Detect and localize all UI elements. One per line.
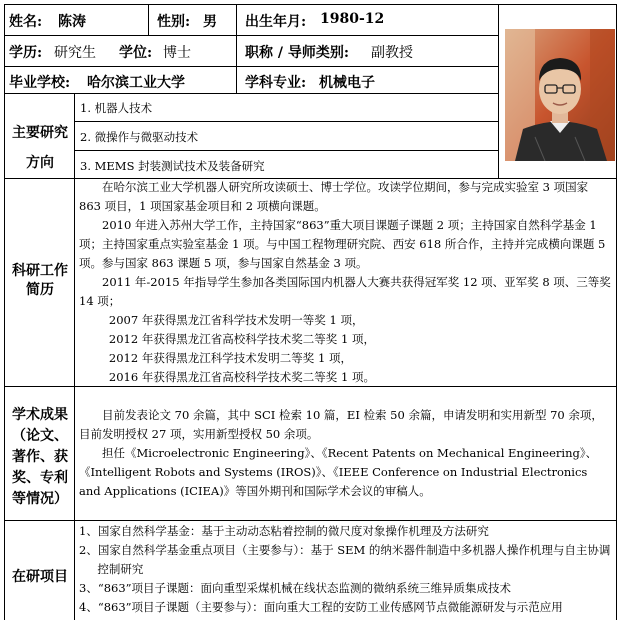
title-value: 副教授 [371,45,413,61]
projects-content [79,522,612,617]
col-divider [74,93,75,620]
work-history-paragraph: 2007 年获得黑龙江省科学技术发明一等奖 1 项， [108,313,364,327]
birth-value: 1980-12 [320,11,385,27]
work-history-paragraph: 2011 年-2015 年指导学生参加各类国际国内机器人大赛共获得冠军奖 12 项、亚军奖 8 项、三等奖 14 项； [79,275,611,308]
row-divider [4,66,498,67]
project-item: 3、“863”项目子课题：面向重型采煤机械在线状态监测的微纳系统三维异质集成技术 [79,581,512,595]
work-history-paragraph: 在哈尔滨工业大学机器人研究所攻读硕士、博士学位。攻读学位期间，参与完成实验室 3 项国家 863 项目，1 项国家基金项目和 2 项横向课题。 [79,180,589,213]
degree-label: 学位: [119,45,153,61]
work-history-label-line1: 科研工作 [12,263,68,279]
achievements-label-line3: 著作、获 [12,449,68,465]
portrait-image [505,29,615,161]
project-item: 2、国家自然科学基金重点项目（主要参与）：基于 SEM 的纳米器件制造中多机器人操作机理与自主协调控制研究 [79,543,611,576]
name-value: 陈涛 [58,14,86,30]
row-divider [74,150,498,151]
achievements-label-line4: 奖、专利 [12,470,68,486]
school-label: 毕业学校: [9,75,71,91]
work-history-label [9,262,71,300]
research-direction-item: 2. 微操作与微驱动技术 [80,130,199,144]
achievements-label-line5: 等情况） [12,491,68,507]
research-directions-label-line2: 方向 [26,155,54,171]
achievements-paragraph: 目前发表论文 70 余篇，其中 SCI 检索 10 篇，EI 检索 50 余篇，申请发明和实用新型 70 余项，目前发明授权 27 项，实用新型授权 50 余项。 [79,408,603,441]
table-border-left [4,4,5,620]
title-label: 职称 / 导师类别: [245,45,350,61]
work-history-paragraph: 2010 年进入苏州大学工作，主持国家“863”重大项目课题子课题 2 项；主持国家自然科学基金 1 项；主持国家重点实验室基金 1 项。与中国工程物理研究院、西安 618 所合作，主持并完成横向课题 5 项。参与国家 863 课题 5 项，参与国家自然基金 3 项。 [79,218,606,270]
work-history-paragraph: 2012 年获得黑龙江科学技术发明二等奖 1 项， [108,351,352,365]
row-divider [4,520,617,521]
project-item: 1、国家自然科学基金：基于主动动态粘着控制的微尺度对象操作机理及方法研究 [79,524,489,538]
education-value: 研究生 [54,45,96,61]
work-history-paragraph: 2016 年获得黑龙江省高校科学技术奖二等奖 1 项。 [108,370,375,384]
row-divider [4,93,498,94]
table-border-top [4,4,617,5]
col-divider [498,4,499,178]
school-value: 哈尔滨工业大学 [87,75,185,91]
achievements-label-line2: （论文、 [12,428,68,444]
project-item: 4、“863”项目子课题（主要参与）：面向重大工程的安防工业传感网节点微能源研发与示范应用 [79,600,563,614]
education-label: 学历: [9,45,43,61]
row-divider [4,35,498,36]
major-value: 机械电子 [319,75,375,91]
row-divider [74,121,498,122]
research-directions-label-line1: 主要研究 [12,125,68,141]
col-divider [236,4,237,93]
work-history-label-line2: 简历 [26,282,54,298]
achievements-label-line1: 学术成果 [12,407,68,423]
name-label: 姓名: [9,14,43,30]
table-border-right [616,4,617,620]
work-history-content [79,178,612,387]
gender-label: 性别: [157,14,191,30]
projects-label: 在研项目 [12,569,68,585]
degree-value: 博士 [163,45,191,61]
major-label: 学科专业: [245,75,307,91]
achievements-label [6,405,74,510]
achievements-content [79,406,612,501]
research-directions-label [9,118,71,178]
research-direction-item: 1. 机器人技术 [80,101,153,115]
col-divider [148,4,149,35]
work-history-paragraph: 2012 年获得黑龙江省高校科学技术奖二等奖 1 项， [108,332,375,346]
achievements-paragraph: 担任《Microelectronic Engineering》、《Recent Patents on Mechanical Engineering》、《Intelligent Robots and Systems (IROS)》、《IEEE Conference on Industrial Electronics and Applications (ICIEA)》等国外期刊和国际学术会议的审稿人。 [79,446,598,498]
research-direction-item: 3. MEMS 封装测试技术及装备研究 [80,159,265,173]
birth-label: 出生年月: [245,14,307,30]
gender-value: 男 [203,14,217,30]
portrait-photo [505,29,615,161]
